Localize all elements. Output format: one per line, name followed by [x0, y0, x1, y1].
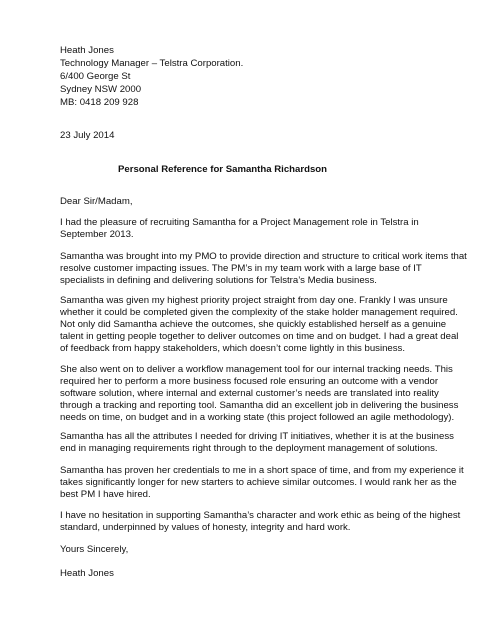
- paragraph-line: required her to perform a more business focused role ensuring an outcome with a vendor: [60, 376, 439, 387]
- paragraph-line: She also went on to deliver a workflow management tool for our internal tracking needs. This: [60, 364, 453, 375]
- signature-name: Heath Jones: [60, 568, 114, 579]
- paragraph-line: through a tracking and reporting tool. Samantha did an excellent job in delivering the business: [60, 400, 459, 411]
- sender-mobile: MB: 0418 209 928: [60, 97, 139, 108]
- paragraph-line: talent in getting people together to deliver outcomes on time and on budget. I had a great deal: [60, 331, 459, 342]
- body-paragraph-1: [60, 217, 445, 241]
- paragraph-line: Samantha was given my highest priority project straight from day one. Frankly I was unsure: [60, 295, 448, 306]
- paragraph-line: I had the pleasure of recruiting Samantha for a Project Management role in Telstra in: [60, 217, 419, 228]
- paragraph-line: best PM I have hired.: [60, 489, 151, 500]
- paragraph-line: Not only did Samantha achieve the outcomes, she quickly established herself as a genuine: [60, 319, 447, 330]
- body-paragraph-7: [60, 510, 461, 534]
- paragraph-line: whether it could be completed given the complexity of the stake holder management required.: [60, 307, 458, 318]
- paragraph-line: Samantha has all the attributes I needed for driving IT initiatives, whether it is at the business: [60, 431, 454, 442]
- letter-subject: Personal Reference for Samantha Richardson: [118, 164, 327, 175]
- sender-name: Heath Jones: [60, 45, 114, 56]
- sender-address-line1: 6/400 George St: [60, 71, 131, 82]
- sender-address-line2: Sydney NSW 2000: [60, 84, 142, 95]
- paragraph-line: standard, underpinned by values of honesty, integrity and hard work.: [60, 522, 351, 533]
- paragraph-line: end in managing requirements right through to the deployment management of solutions.: [60, 443, 438, 454]
- paragraph-line: September 2013.: [60, 229, 134, 240]
- paragraph-line: takes significantly longer for new starters to achieve similar outcomes. I would rank her as the: [60, 477, 457, 488]
- body-paragraph-4: [60, 364, 459, 424]
- paragraph-line: specialists in defining and delivering solutions for Telstra’s Media business.: [60, 275, 377, 286]
- sender-title: Technology Manager – Telstra Corporation.: [60, 58, 244, 69]
- salutation: Dear Sir/Madam,: [60, 196, 133, 207]
- body-paragraph-3: [60, 295, 459, 355]
- body-paragraph-5: [60, 431, 454, 455]
- paragraph-line: Samantha was brought into my PMO to provide direction and structure to critical work items that: [60, 251, 467, 262]
- paragraph-line: resolve customer impacting issues. The PM’s in my team work with a large base of IT: [60, 263, 422, 274]
- paragraph-line: of feedback from happy stakeholders, which doesn’t come lightly in this business.: [60, 343, 406, 354]
- body-paragraph-2: [60, 251, 467, 287]
- paragraph-line: software solution, where internal and external customer’s needs are translated into reality: [60, 388, 439, 399]
- paragraph-line: Samantha has proven her credentials to me in a short space of time, and from my experience it: [60, 465, 464, 476]
- paragraph-line: needs on time, on budget and in a working state (this project followed an agile methodology).: [60, 412, 455, 423]
- body-paragraph-6: [60, 465, 464, 501]
- letter-date: 23 July 2014: [60, 130, 115, 141]
- closing: Yours Sincerely,: [60, 544, 129, 555]
- paragraph-line: I have no hesitation in supporting Samantha’s character and work ethic as being of the highest: [60, 510, 461, 521]
